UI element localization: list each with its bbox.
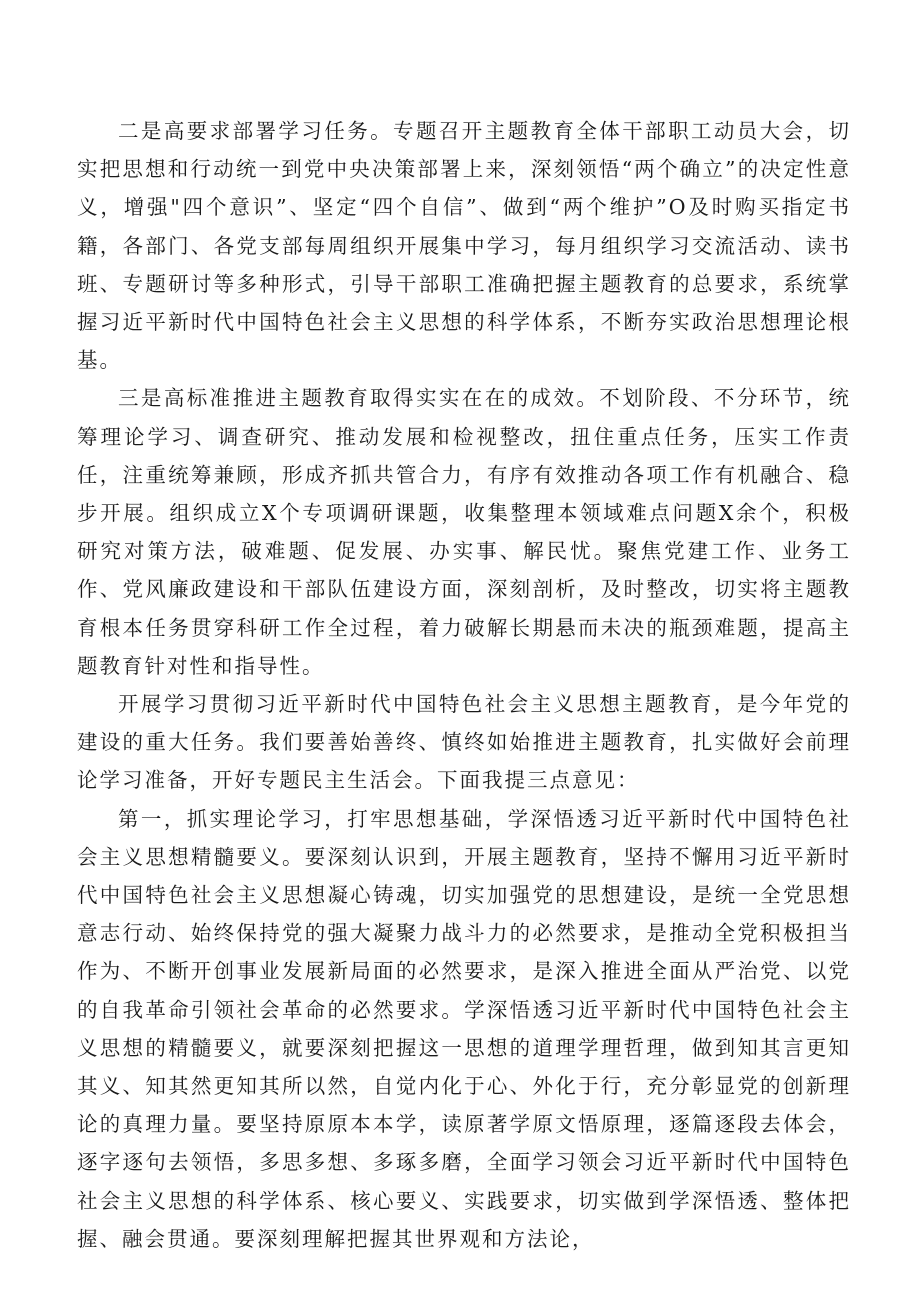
paragraph-first-point: 第一，抓实理论学习，打牢思想基础，学深悟透习近平新时代中国特色社会主义思想精髓要义。要深刻认识到，开展主题教育，坚持不懈用习近平新时代中国特色社会主义思想凝心铸魂，切实加强党的思想建设，是统一全党思想意志行动、始终保持党的强大凝聚力战斗力的必然要求，是推动全党积极担当作为、不断开创事业发展新局面的必然要求，是深入推进全面从严治党、以党的自我革命引领社会革命的必然要求。学深悟透习近平新时代中国特色社会主义思想的精髓要义，就要深刻把握这一思想的道理学理哲理，做到知其言更知其义、知其然更知其所以然，自觉内化于心、外化于行，充分彰显党的创新理论的真理力量。要坚持原原本本学，读原著学原文悟原理，逐篇逐段去体会，逐字逐句去领悟，多思多想、多琢多磨，全面学习领会习近平新时代中国特色社会主义思想的科学体系、核心要义、实践要求，切实做到学深悟透、整体把握、融会贯通。要深刻理解把握其世界观和方法论，: [77, 806, 851, 1251]
document-body: [77, 112, 851, 1258]
paragraph-high-standard: 三是高标准推进主题教育取得实实在在的成效。不划阶段、不分环节，统筹理论学习、调查研究、推动发展和检视整改，扭住重点任务，压实工作责任，注重统筹兼顾，形成齐抓共管合力，有序有效推动各项工作有机融合、稳步开展。组织成立X个专项调研课题，收集整理本领域难点问题X余个，积极研究对策方法，破难题、促发展、办实事、解民忧。聚焦党建工作、业务工作、党风廉政建设和干部队伍建设方面，深刻剖析，及时整改，切实将主题教育根本任务贯穿科研工作全过程，着力破解长期悬而未决的瓶颈难题，提高主题教育针对性和指导性。: [77, 386, 851, 678]
paragraph-theme-education: 开展学习贯彻习近平新时代中国特色社会主义思想主题教育，是今年党的建设的重大任务。我们要善始善终、慎终如始推进主题教育，扎实做好会前理论学习准备，开好专题民主生活会。下面我提三点意见：: [77, 692, 851, 793]
paragraph-task-deployment: 二是高要求部署学习任务。专题召开主题教育全体干部职工动员大会，切实把思想和行动统一到党中央决策部署上来，深刻领悟“两个确立”的决定性意义，增强"四个意识”、坚定“四个自信”、做到“两个维护”O及时购买指定书籍，各部门、各党支部每周组织开展集中学习，每月组织学习交流活动、读书班、专题研讨等多种形式，引导干部职工准确把握主题教育的总要求，系统掌握习近平新时代中国特色社会主义思想的科学体系，不断夯实政治思想理论根基。: [77, 119, 851, 373]
